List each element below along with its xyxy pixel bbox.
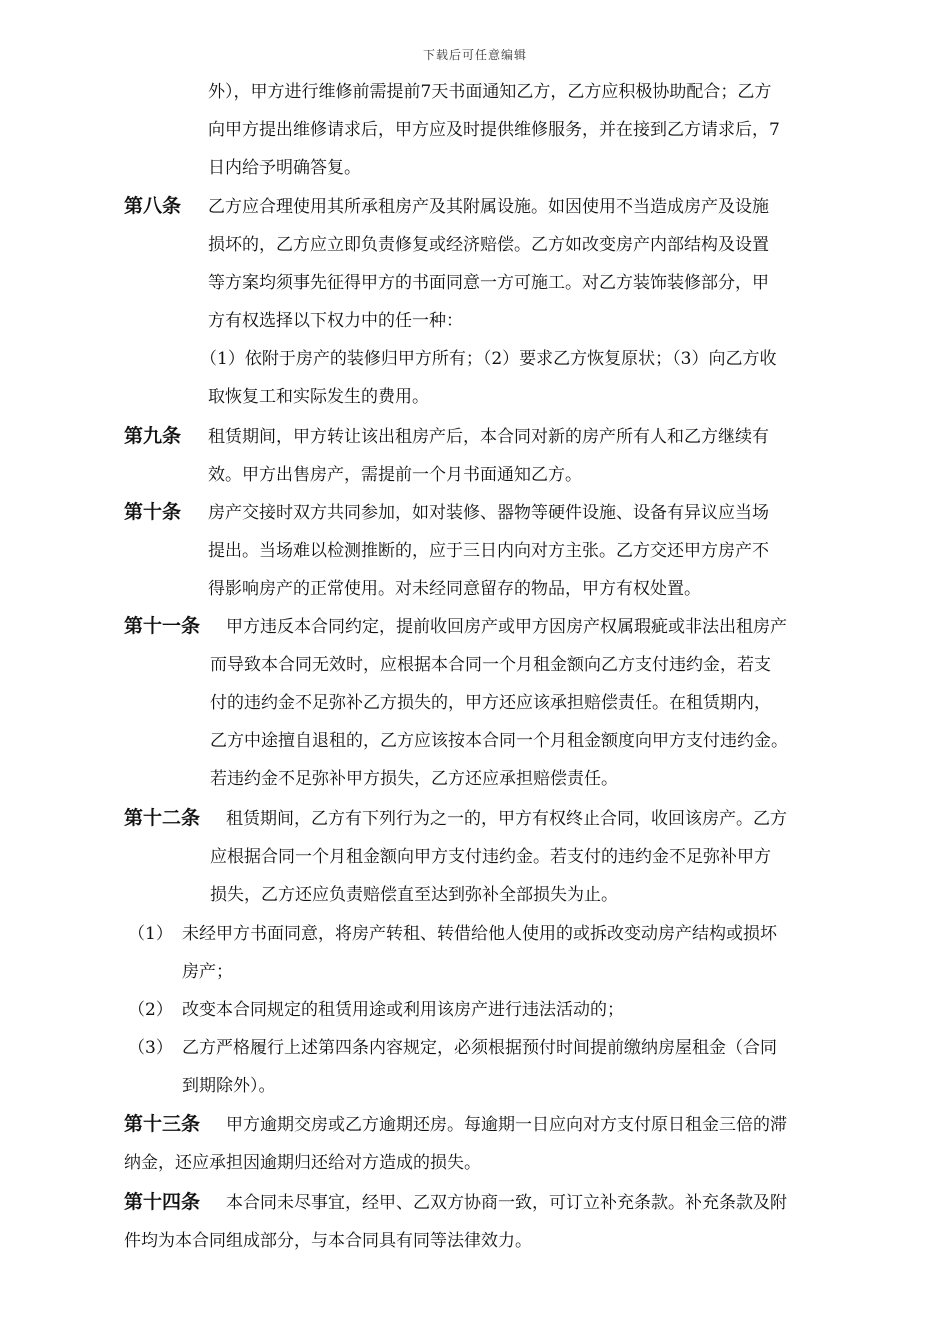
- text-line: 损坏的，乙方应立即负责修复或经济赔偿。乙方如改变房产内部结构及设置: [208, 235, 769, 255]
- article-9-heading: 第九条: [124, 425, 182, 447]
- text-line: 而导致本合同无效时，应根据本合同一个月租金额向乙方支付违约金，若支: [210, 655, 771, 675]
- text-line: 若违约金不足弥补甲方损失，乙方还应承担赔偿责任。: [210, 769, 618, 789]
- text-line: 外），甲方进行维修前需提前7天书面通知乙方，乙方应积极协助配合；乙方: [208, 82, 772, 102]
- text-line: 向甲方提出维修请求后，甲方应及时提供维修服务，并在接到乙方请求后，7: [208, 120, 780, 140]
- text-line: 甲方逾期交房或乙方逾期还房。每逾期一日应向对方支付原日租金三倍的滞: [226, 1115, 787, 1135]
- article-11-heading: 第十一条: [124, 615, 201, 637]
- text-line: 乙方中途擅自退租的，乙方应该按本合同一个月租金额度向甲方支付违约金。: [210, 731, 788, 751]
- text-line: 甲方违反本合同约定，提前收回房产或甲方因房产权属瑕疵或非法出租房产: [226, 617, 787, 637]
- text-line: 租赁期间，乙方有下列行为之一的，甲方有权终止合同，收回该房产。乙方: [226, 809, 787, 829]
- article-14-heading: 第十四条: [124, 1191, 201, 1213]
- text-line: 应根据合同一个月租金额向甲方支付违约金。若支付的违约金不足弥补甲方: [210, 847, 771, 867]
- text-line: 取恢复工和实际发生的费用。: [208, 387, 429, 407]
- text-line: 损失，乙方还应负责赔偿直至达到弥补全部损失为止。: [210, 885, 618, 905]
- text-line: 日内给予明确答复。: [208, 158, 361, 178]
- text-line: 得影响房产的正常使用。对未经同意留存的物品，甲方有权处置。: [208, 579, 701, 599]
- text-line: 提出。当场难以检测推断的，应于三日内向对方主张。乙方交还甲方房产不: [208, 541, 769, 561]
- text-line: （1）依附于房产的装修归甲方所有；（2）要求乙方恢复原状；（3）向乙方收: [200, 349, 777, 369]
- list-number: （3）: [128, 1038, 173, 1058]
- text-line: 乙方应合理使用其所承租房产及其附属设施。如因使用不当造成房产及设施: [208, 197, 769, 217]
- text-line: 本合同未尽事宜，经甲、乙双方协商一致，可订立补充条款。补充条款及附: [226, 1193, 787, 1213]
- article-10-heading: 第十条: [124, 501, 182, 523]
- text-line: 到期除外）。: [182, 1076, 276, 1096]
- list-number: （1）: [128, 924, 173, 944]
- text-line: 付的违约金不足弥补乙方损失的，甲方还应该承担赔偿责任。在租赁期内，: [210, 693, 771, 713]
- text-line: 效。甲方出售房产，需提前一个月书面通知乙方。: [208, 465, 582, 485]
- text-line: 乙方严格履行上述第四条内容规定，必须根据预付时间提前缴纳房屋租金（合同: [182, 1038, 777, 1058]
- text-line: 件均为本合同组成部分，与本合同具有同等法律效力。: [124, 1231, 532, 1251]
- article-8-heading: 第八条: [124, 195, 182, 217]
- text-line: 等方案均须事先征得甲方的书面同意一方可施工。对乙方装饰装修部分，甲: [208, 273, 769, 293]
- text-line: 未经甲方书面同意，将房产转租、转借给他人使用的或拆改变动房产结构或损坏: [182, 924, 777, 944]
- list-number: （2）: [128, 1000, 173, 1020]
- text-line: 房产交接时双方共同参加，如对装修、器物等硬件设施、设备有异议应当场: [208, 503, 769, 523]
- text-line: 方有权选择以下权力中的任一种：: [208, 311, 463, 331]
- article-12-heading: 第十二条: [124, 807, 201, 829]
- text-line: 改变本合同规定的租赁用途或利用该房产进行违法活动的；: [182, 1000, 624, 1020]
- article-13-heading: 第十三条: [124, 1113, 201, 1135]
- text-line: 房产；: [182, 962, 233, 982]
- text-line: 纳金，还应承担因逾期归还给对方造成的损失。: [124, 1153, 481, 1173]
- text-line: 租赁期间，甲方转让该出租房产后，本合同对新的房产所有人和乙方继续有: [208, 427, 769, 447]
- page-header: 下载后可任意编辑: [422, 48, 527, 62]
